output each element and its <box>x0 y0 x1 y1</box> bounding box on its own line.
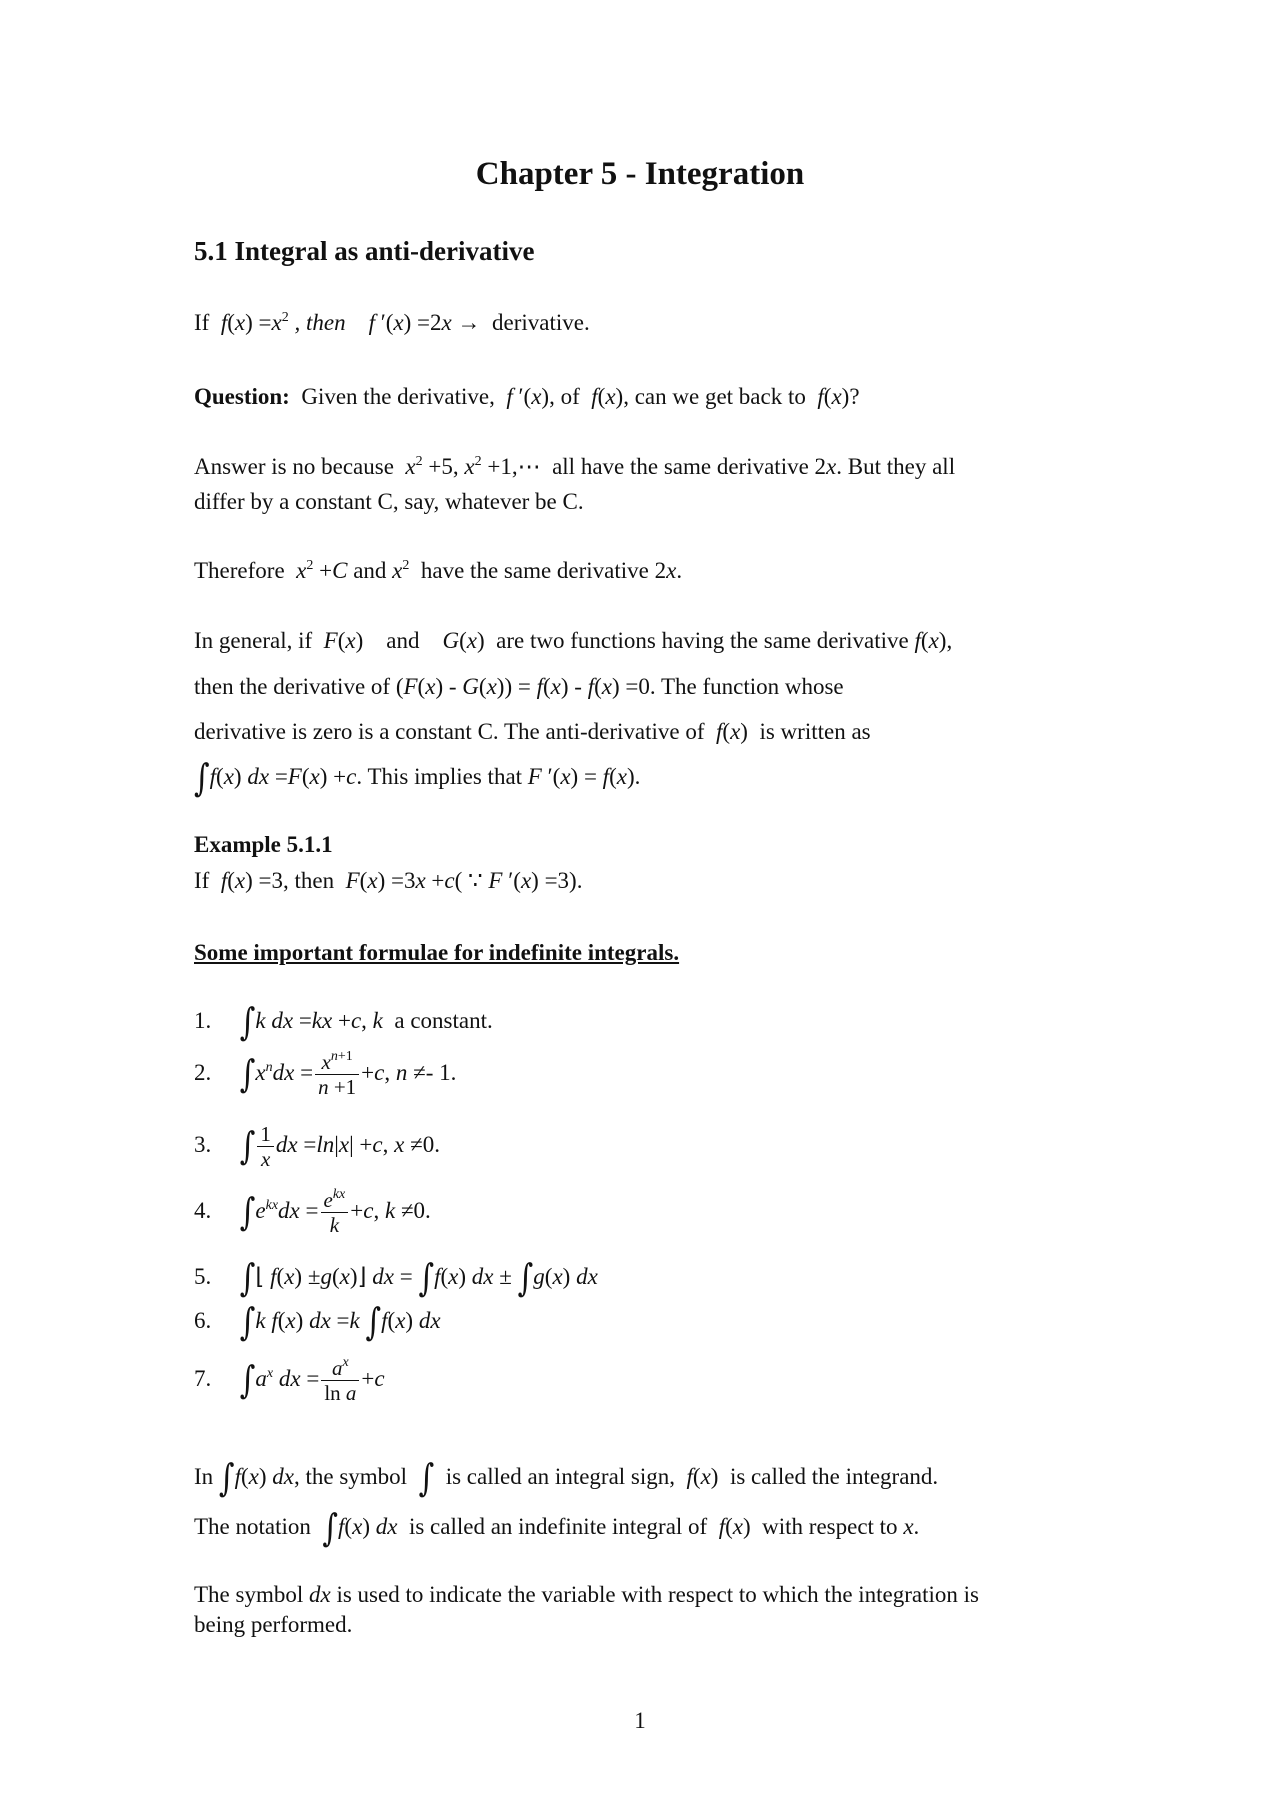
general-line-1: In general, if F(x) and G(x) are two functions having the same derivative f(x), <box>194 628 953 653</box>
symbol-dx-line-1: The symbol dx is used to indicate the variable with respect to which the integration is <box>194 1582 980 1607</box>
formula-5: 5. ∫⌊ f(x) ±g(x)⌋ dx = ∫f(x) dx ± ∫g(x) dx <box>194 1256 598 1301</box>
example-line: If f(x) =3, then F(x) =3x +c( ∵ F ′(x) =3). <box>194 868 583 893</box>
answer-line-2: differ by a constant C, say, whatever be C. <box>194 489 584 514</box>
general-line-4: ∫f(x) dx =F(x) +c. This implies that F ′(x) = f(x). <box>194 756 641 801</box>
formula-2: 2. $\int x^ndx$ = $\frac{x^{n+1}}{n +1}$ +c, n ≠- 1. <box>194 1049 457 1099</box>
notation-line-2: The notation ∫f(x) dx is called an indefinite integral of f(x) with respect to x. <box>194 1506 920 1551</box>
general-line-2: then the derivative of (F(x) - G(x)) = f(x) - f(x) =0. The function whose <box>194 674 844 699</box>
formula-7: 7. $\int a^x$ dx = $\frac{a^x}{\text{ln a}}$ +c <box>194 1355 385 1405</box>
formula-4: 4. $\int e^{kx}dx$ = $\frac{e^{kx}}{k}$ +c, k ≠0. <box>194 1187 431 1237</box>
answer-line-1: Answer is no because $x^2 +5$, $x^2$ +1,⋯ all have the same derivative 2x. But they all <box>194 454 956 479</box>
therefore-line: Therefore $x^2 +C$ and $x^2$ have the same derivative 2x. <box>194 558 683 583</box>
formula-1: 1. ∫k dx =kx +c, k a constant. <box>194 1000 493 1045</box>
chapter-title: Chapter 5 - Integration <box>475 156 805 192</box>
notation-line-1: In ∫f(x) dx, the symbol ∫ is called an integral sign, f(x) is called the integrand. <box>194 1456 939 1501</box>
intro-line: If $f(x) =x^2$ , then f ′(x) =2x → derivative. <box>194 310 590 335</box>
section-title: 5.1 Integral as anti-derivative <box>194 236 535 266</box>
formula-6: 6. ∫k f(x) dx =k ∫f(x) dx <box>194 1300 441 1345</box>
general-line-3: derivative is zero is a constant C. The anti-derivative of f(x) is written as <box>194 719 871 744</box>
page-number: 1 <box>634 1708 646 1733</box>
formulae-heading: Some important formulae for indefinite integrals. <box>194 940 680 965</box>
symbol-dx-line-2: being performed. <box>194 1612 353 1637</box>
question-line: Question: Given the derivative, f ′(x), of f(x), can we get back to f(x)? <box>194 384 860 409</box>
formula-3: 3. ∫ $\frac{1}{x}$ dx =ln|x| +c, x ≠0. <box>194 1122 440 1171</box>
example-title: Example 5.1.1 <box>194 832 333 857</box>
